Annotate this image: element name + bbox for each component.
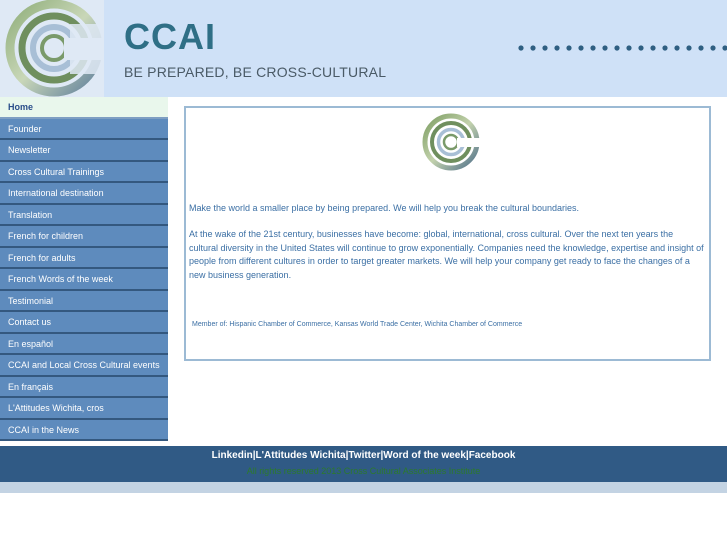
- footer-separator: |: [252, 450, 256, 461]
- footer-separator: |: [380, 450, 384, 461]
- footer-link-twitter[interactable]: Twitter: [348, 450, 381, 461]
- footer-link-lattitudes-wichita[interactable]: L'Attitudes Wichita: [255, 450, 346, 461]
- logo[interactable]: [0, 0, 104, 97]
- sidebar-item-international-destination[interactable]: International destination: [0, 183, 168, 205]
- footer-separator: |: [465, 450, 469, 461]
- sidebar-item-cross-cultural-trainings[interactable]: Cross Cultural Trainings: [0, 162, 168, 184]
- copyright-text: All rights reserved 2013 Cross Cultural Associates Institute: [246, 466, 481, 476]
- sidebar-item-french-for-children[interactable]: French for children: [0, 226, 168, 248]
- sidebar-item-translation[interactable]: Translation: [0, 205, 168, 227]
- site-header: [0, 0, 727, 97]
- dotted-line-decoration: [515, 44, 727, 52]
- tagline: BE PREPARED, BE CROSS-CULTURAL: [124, 64, 387, 80]
- footer-link-word-of-the-week[interactable]: Word of the week: [383, 450, 466, 461]
- footer-strip: [0, 482, 727, 493]
- sidebar-item-lattitudes-wichita[interactable]: L'Attitudes Wichita, cros: [0, 398, 168, 420]
- sidebar-item-testimonial[interactable]: Testimonial: [0, 291, 168, 313]
- description-paragraph: At the wake of the 21st century, businesses have become: global, international, cross cultural. Over the next ten years the cultural diversity in the United States will continue to grow exponentially. Companies need the knowledge, expertise and insight of people from different cultures in order to target greater markets. We will help your company get ready to face the changes of a new business generation.: [189, 229, 704, 280]
- site-footer: [0, 446, 727, 482]
- sidebar-item-newsletter[interactable]: Newsletter: [0, 140, 168, 162]
- membership-text: Member of: Hispanic Chamber of Commerce, Kansas World Trade Center, Wichita Chamber of Commerce: [192, 321, 523, 328]
- sidebar-item-contact-us[interactable]: Contact us: [0, 312, 168, 334]
- sidebar-item-ccai-in-the-news[interactable]: CCAI in the News: [0, 420, 168, 442]
- sidebar-item-french-words-of-the-week[interactable]: French Words of the week: [0, 269, 168, 291]
- sidebar-item-french-for-adults[interactable]: French for adults: [0, 248, 168, 270]
- brand-title: CCAI: [124, 16, 216, 57]
- concentric-ring-logo-icon: [422, 113, 480, 171]
- footer-links: [0, 450, 727, 461]
- sidebar-item-en-espanol[interactable]: En español: [0, 334, 168, 356]
- sidebar-item-en-francais[interactable]: En français: [0, 377, 168, 399]
- concentric-ring-logo-icon: [0, 0, 104, 97]
- sidebar-item-founder[interactable]: Founder: [0, 119, 168, 141]
- sidebar-item-local-events[interactable]: CCAI and Local Cross Cultural events: [0, 355, 168, 377]
- footer-link-facebook[interactable]: Facebook: [468, 450, 516, 461]
- intro-paragraph: Make the world a smaller place by being prepared. We will help you break the cultural boundaries.: [189, 203, 580, 213]
- footer-separator: |: [345, 450, 349, 461]
- sidebar-item-home[interactable]: Home: [0, 97, 168, 119]
- main-content-box: [184, 106, 711, 361]
- footer-link-linkedin[interactable]: Linkedin: [211, 450, 253, 461]
- sidebar-nav: [0, 97, 168, 441]
